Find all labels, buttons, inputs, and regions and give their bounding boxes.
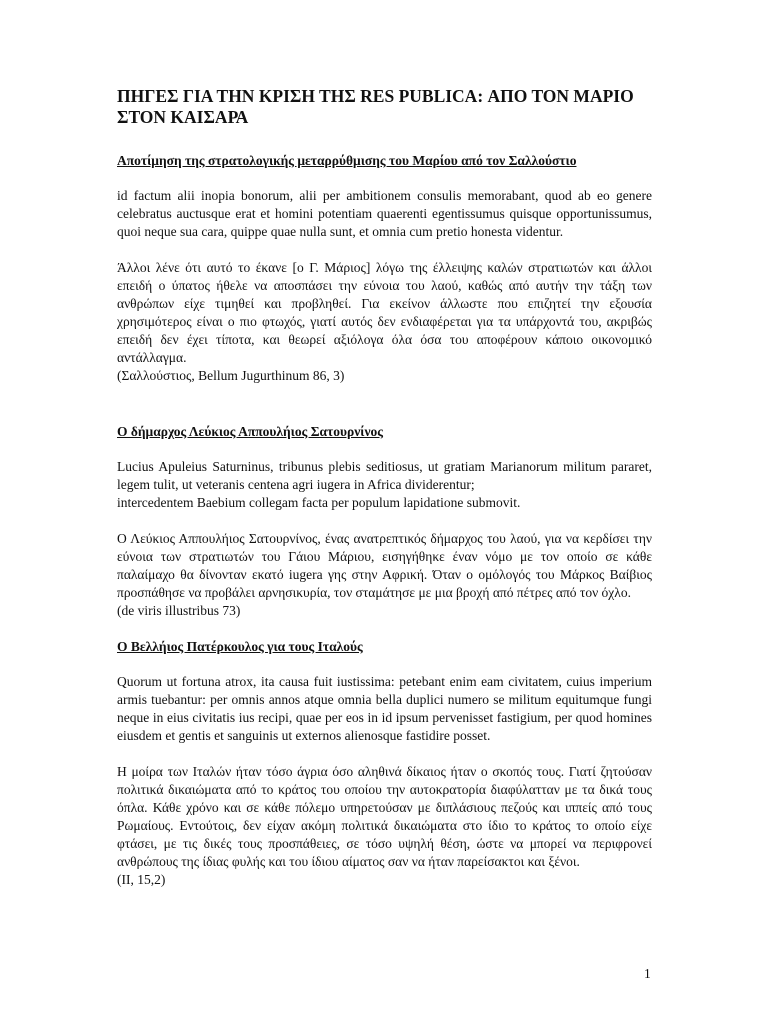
latin-passage-sallust: id factum alii inopia bonorum, alii per ambitionem consulis memorabant, quod ab eo genere celebratus auctusque erat et homini potentiam quaerenti egentissumus quisque opportunissumus, quoi neque sua cara, quippe quae nulla sunt, et omnia cum pretio honesta videntur. (117, 188, 652, 239)
section-heading-saturninus: Ο δήμαρχος Λεύκιος Αππουλήιος Σατουρνίνος (117, 424, 383, 439)
latin-passage-saturninus-1: Lucius Apuleius Saturninus, tribunus plebis seditiosus, ut gratiam Marianorum militum pararet, legem tulit, ut veteranis centena agri iugera in Africa dividerentur; (117, 459, 652, 492)
greek-translation-saturninus: Ο Λεύκιος Αππουλήιος Σατουρνίνος, ένας ανατρεπτικός δήμαρχος του λαού, για να κερδίσει την εύνοια των στρατιωτών του Γάιου Μάριου, εισηγήθηκε έναν νόμο με τον οποίο σε κάθε παλαίμαχο θα δίνονταν εκατό iugera γης στην Αφρική. Όταν ο ομόλογός του Μάρκος Βαίβιος προσπάθησε να προβάλει αρνησικυρία, τον σταμάτησε με μια βροχή από πέτρες από τον όχλο. (117, 531, 652, 600)
greek-translation-velleius: Η μοίρα των Ιταλών ήταν τόσο άγρια όσο αληθινά δίκαιος ήταν ο σκοπός τους. Γιατί ζητούσαν πολιτικά δικαιώματα από το κράτος του οποίου την αυτοκρατορία διαφύλατταν με τα δικά τους όπλα. Κάθε χρόνο και σε κάθε πόλεμο υπηρετούσαν με διπλάσιους πεζούς και ιππείς από τους Ρωμαίους. Εντούτοις, δεν είχαν ακόμη πολιτικά δικαιώματα στο ίδιο το κράτος το οποίο είχε φτάσει, με τις δικές τους προσπάθειες, σε τόσο υψηλή θέση, ώστε να μπορεί να περιφρονεί ανθρώπους της ίδιας φυλής και του ίδιου αίματος σαν να ήταν παρείσακτοι και ξένοι. (117, 764, 652, 869)
page-number: 1 (644, 966, 651, 981)
citation-sallust: (Σαλλούστιος, Bellum Jugurthinum 86, 3) (117, 368, 345, 383)
citation-de-viris: (de viris illustribus 73) (117, 603, 241, 618)
citation-velleius: (ΙΙ, 15,2) (117, 872, 166, 887)
section-heading-velleius: Ο Βελλήιος Πατέρκουλος για τους Ιταλούς (117, 639, 363, 654)
section-heading-marius-reform: Αποτίμηση της στρατολογικής μεταρρύθμισης του Μαρίου από τον Σαλλούστιο (117, 153, 577, 168)
document-title: ΠΗΓΕΣ ΓΙΑ ΤΗΝ ΚΡΙΣΗ ΤΗΣ RES PUBLICA: ΑΠΟ ΤΟΝ ΜΑΡΙΟ ΣΤΟΝ ΚΑΙΣΑΡΑ (117, 86, 634, 127)
document-page (117, 86, 652, 889)
latin-passage-saturninus-2: intercedentem Baebium collegam facta per populum lapidatione submovit. (117, 495, 521, 510)
latin-passage-velleius: Quorum ut fortuna atrox, ita causa fuit iustissima: petebant enim eam civitatem, cuius imperium armis tuebantur: per omnis annos atque omnia bella duplici numero se militum equitumque fungi neque in eius civitatis ius recipi, quae per eos in id ipsum pervenisset fastigium, per quod homines eiusdem et gentis et sanguinis ut externos alienosque fastidire posset. (117, 674, 652, 743)
greek-translation-sallust: Άλλοι λένε ότι αυτό το έκανε [ο Γ. Μάριος] λόγω της έλλειψης καλών στρατιωτών και άλλοι επειδή ο ύπατος ήθελε να αποσπάσει την εύνοια του λαού, καθώς από αυτήν την τάξη των ανθρώπων είχε τιμηθεί και προβληθεί. Για εκείνον άλλωστε που επιζητεί την εξουσία χρησιμότερος είναι ο πιο φτωχός, γιατί αυτός δεν ενδιαφέρεται για τα υπάρχοντά του, ακριβώς επειδή δεν έχει τίποτα, και θεωρεί αξιόλογα όλα όσα του αποφέρουν κάποιο οικονομικό αντάλλαγμα. (117, 260, 652, 365)
